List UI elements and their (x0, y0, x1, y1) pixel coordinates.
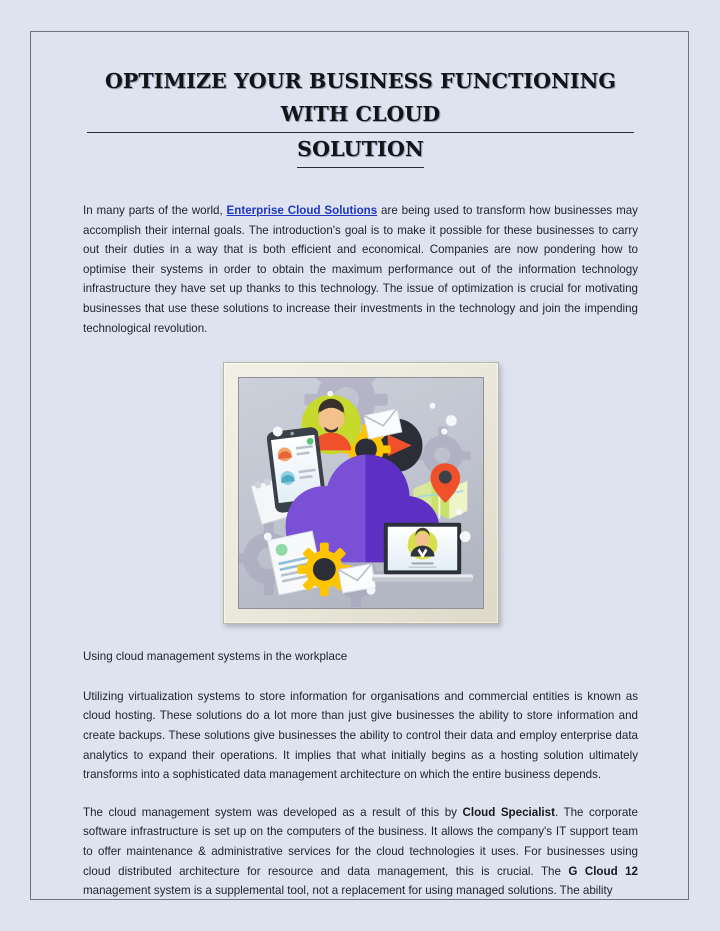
paragraph-3-part-1: The cloud management system was developed as a result of this by (83, 805, 463, 819)
paragraph-3-part-2: . The corporate software infrastructure is set up on the computers of the business. It allows the company's IT support team to offer maintenance & administrative services for the cloud technologies it uses. For businesses using cloud distributed architecture for resource and data management, this is crucial. The (83, 805, 638, 878)
g-cloud-12-bold: G Cloud 12 (568, 864, 639, 878)
page-title-line-1: OPTIMIZE YOUR BUSINESS FUNCTIONING WITH CLOUD (87, 65, 634, 133)
cloud-specialist-bold: Cloud Specialist (462, 805, 555, 819)
paragraph-intro (83, 201, 638, 338)
figure-image (238, 377, 484, 609)
figure-container (83, 362, 638, 624)
figure-caption: Using cloud management systems in the workplace (83, 650, 348, 664)
paragraph-cloud-hosting: Utilizing virtualization systems to store information for organisations and commercial entities is known as cloud hosting. These solutions do a lot more than just give businesses the ability to store information and create backups. These solutions give businesses the ability to control their data and employ enterprise data analytics to expand their operations. It implies that what initially begins as a hosting solution ultimately transforms into a sophisticated data management architecture on which the entire business depends. (83, 689, 638, 782)
document-content (83, 65, 638, 901)
figure-photo-frame (223, 362, 499, 624)
document-page-frame (30, 31, 689, 900)
page-title-line-2: SOLUTION (297, 133, 424, 168)
paragraph-intro-suffix: are being used to transform how businesses may accomplish their internal goals. The introduction's goal is to make it possible for these businesses to carry out their duties in a way that is both efficient and economical. Companies are now pondering how to optimise their systems in order to obtain the maximum performance out of the information technology infrastructure they have set up thanks to this technology. The issue of optimization is crucial for motivating businesses that use these solutions to increase their investments in the technology and join the impending technological revolution. (83, 204, 638, 335)
page-title (83, 65, 638, 168)
enterprise-cloud-solutions-link[interactable]: Enterprise Cloud Solutions (226, 204, 378, 217)
paragraph-cloud-management (83, 803, 638, 901)
paragraph-intro-prefix: In many parts of the world, (83, 204, 227, 217)
paragraph-3-part-3: management system is a supplemental tool, not a replacement for using managed solutions. The ability (83, 884, 613, 898)
